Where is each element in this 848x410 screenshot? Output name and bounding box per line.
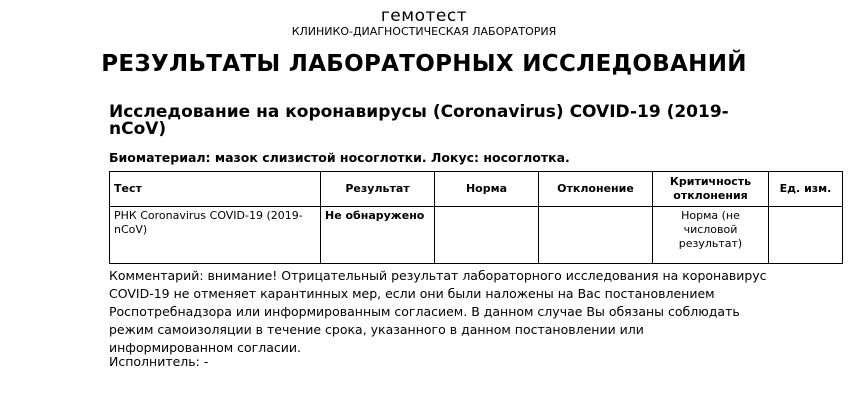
table-header-row [110, 172, 843, 207]
page-title: РЕЗУЛЬТАТЫ ЛАБОРАТОРНЫХ ИССЛЕДОВАНИЙ [101, 51, 747, 77]
cell-unit [769, 207, 843, 264]
lab-name: гемотест [380, 6, 468, 26]
comment-text: Комментарий: внимание! Отрицательный результат лабораторного исследования на коронавирус COVID-19 не отменяет карантинных мер, если они были наложены на Вас постановлением Роспотребнадзора или информированным согласием. В данном случае Вы обязаны соблюдать режим самоизоляции в течение срока, указанного в данном постановлении или информированном согласии. [109, 268, 767, 355]
cell-deviation [539, 207, 653, 264]
header-result: Результат [321, 172, 435, 207]
cell-test: РНК Coronavirus COVID-19 (2019-nCoV) [110, 207, 321, 264]
cell-norm [435, 207, 539, 264]
header-criticality: Критичность отклонения [653, 172, 769, 207]
cell-criticality: Норма (не числовой результат) [653, 207, 769, 264]
biomaterial-line: Биоматериал: мазок слизистой носоглотки. Локус: носоглотка. [109, 150, 570, 165]
study-title: Исследование на коронавирусы (Coronavirus) COVID-19 (2019-nCoV) [109, 102, 729, 139]
header-deviation: Отклонение [539, 172, 653, 207]
header-norm: Норма [435, 172, 539, 207]
results-table [109, 171, 843, 264]
executor-line: Исполнитель: - [109, 354, 209, 369]
header-test: Тест [110, 172, 321, 207]
header-unit: Ед. изм. [769, 172, 843, 207]
table-row [110, 207, 843, 264]
lab-subtitle: КЛИНИКО-ДИАГНОСТИЧЕСКАЯ ЛАБОРАТОРИЯ [291, 25, 557, 38]
cell-result: Не обнаружено [321, 207, 435, 264]
